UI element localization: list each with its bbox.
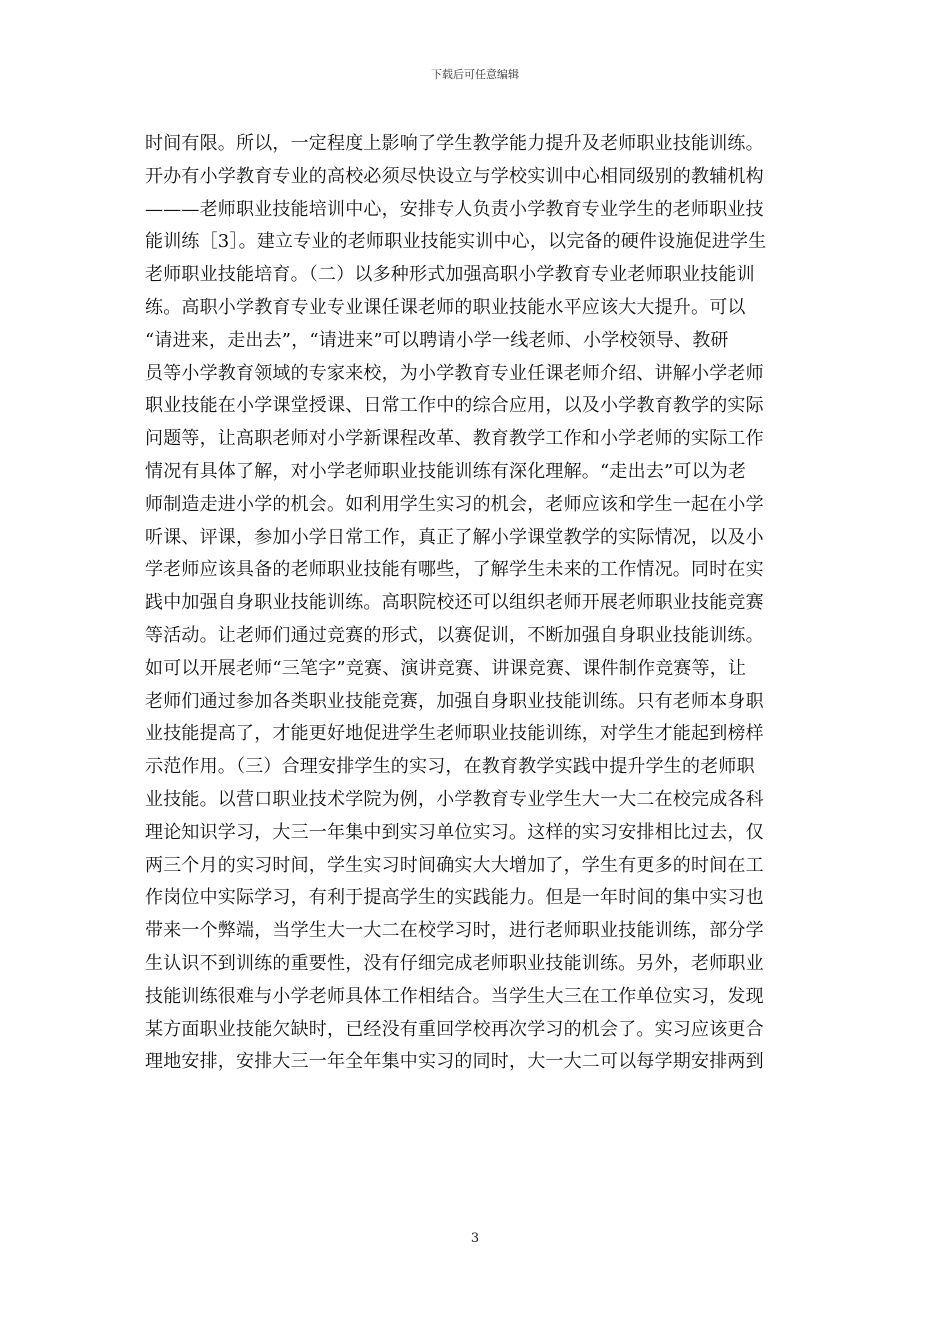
page-header: 下载后可任意编辑 — [431, 68, 519, 81]
text-line: 职业技能在小学课堂授课、日常工作中的综合应用，以及小学教育教学的实际 — [145, 395, 764, 417]
text-line: 某方面职业技能欠缺时，已经没有重回学校再次学习的机会了。实习应该更合 — [145, 1018, 764, 1040]
text-line: 技能训练很难与小学老师具体工作相结合。当学生大三在工作单位实习，发现 — [145, 985, 764, 1007]
text-line: 员等小学教育领域的专家来校，为小学教育专业任课老师介绍、讲解小学老师 — [145, 362, 764, 384]
body-text — [145, 128, 807, 1079]
text-line: 练。高职小学教育专业专业课任课老师的职业技能水平应该大大提升。可以 — [145, 296, 746, 318]
text-line: 业技能。以营口职业技术学院为例，小学教育专业学生大一大二在校完成各科 — [145, 788, 764, 810]
text-line: 情况有具体了解，对小学老师职业技能训练有深化理解。“走出去”可以为老 — [145, 460, 747, 482]
text-line: 带来一个弊端，当学生大一大二在校学习时，进行老师职业技能训练，部分学 — [145, 920, 764, 942]
text-line: 如可以开展老师“三笔字”竞赛、演讲竞赛、讲课竞赛、课件制作竞赛等，让 — [145, 657, 747, 679]
text-line: 等活动。让老师们通过竞赛的形式，以赛促训，不断加强自身职业技能训练。 — [145, 624, 764, 646]
text-line: 作岗位中实际学习，有利于提高学生的实践能力。但是一年时间的集中实习也 — [145, 887, 764, 909]
text-line: 践中加强自身职业技能训练。高职院校还可以组织老师开展老师职业技能竞赛 — [145, 592, 764, 614]
text-line: 时间有限。所以，一定程度上影响了学生教学能力提升及老师职业技能训练。 — [145, 133, 764, 154]
text-line: 老师职业技能培育。（二）以多种形式加强高职小学教育专业老师职业技能训 — [145, 264, 755, 286]
text-line: 师制造走进小学的机会。如利用学生实习的机会，老师应该和学生一起在小学 — [145, 493, 764, 515]
text-line: 开办有小学教育专业的高校必须尽快设立与学校实训中心相同级别的教辅机构 — [145, 165, 764, 187]
page-number: 3 — [470, 1231, 480, 1246]
text-line: 两三个月的实习时间，学生实习时间确实大大增加了，学生有更多的时间在工 — [145, 854, 764, 876]
text-line: “请进来，走出去”，“请进来”可以聘请小学一线老师、小学校领导、教研 — [145, 329, 729, 351]
text-line: 问题等，让高职老师对小学新课程改革、教育教学工作和小学老师的实际工作 — [145, 428, 764, 450]
text-line: 学老师应该具备的老师职业技能有哪些，了解学生未来的工作情况。同时在实 — [145, 559, 764, 581]
text-line: 示范作用。（三）合理安排学生的实习，在教育教学实践中提升学生的老师职 — [145, 756, 755, 778]
text-line: 听课、评课，参加小学日常工作，真正了解小学课堂教学的实际情况，以及小 — [145, 526, 764, 548]
text-line: ———老师职业技能培训中心，安排专人负责小学教育专业学生的老师职业技 — [145, 198, 764, 220]
text-line: 理地安排，安排大三一年全年集中实习的同时，大一大二可以每学期安排两到 — [145, 1051, 764, 1073]
text-line: 老师们通过参加各类职业技能竞赛，加强自身职业技能训练。只有老师本身职 — [145, 690, 764, 712]
text-line: 能训练［3］。建立专业的老师职业技能实训中心，以完备的硬件设施促进学生 — [145, 231, 767, 253]
text-line: 理论知识学习，大三一年集中到实习单位实习。这样的实习安排相比过去，仅 — [145, 821, 764, 843]
text-line: 业技能提高了，才能更好地促进学生老师职业技能训练，对学生才能起到榜样 — [145, 723, 764, 745]
text-line: 生认识不到训练的重要性，没有仔细完成老师职业技能训练。另外，老师职业 — [145, 952, 764, 974]
